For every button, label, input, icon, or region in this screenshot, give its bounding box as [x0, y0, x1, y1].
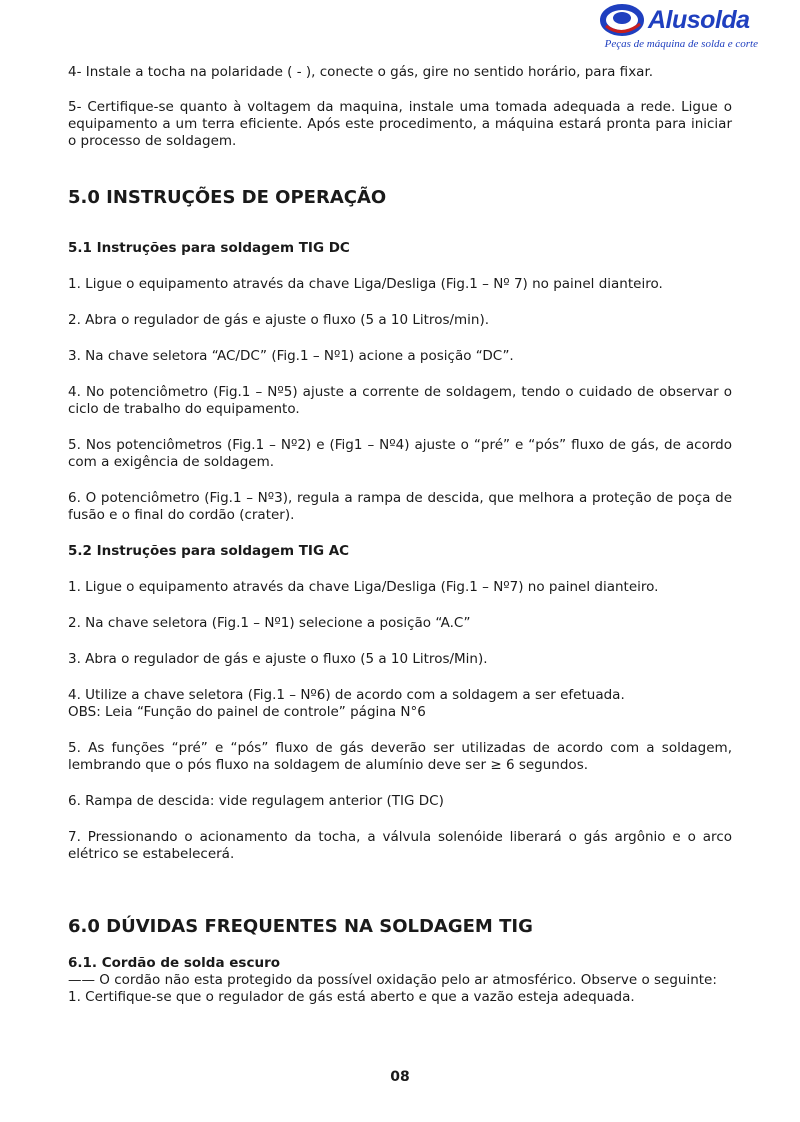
section-5-title: 5.0 INSTRUÇÕES DE OPERAÇÃO: [68, 187, 387, 208]
tig-ac-step-6: 6. Rampa de descida: vide regulagem anterior (TIG DC): [68, 793, 444, 809]
tig-dc-step-1: 1. Ligue o equipamento através da chave Liga/Desliga (Fig.1 – Nº 7) no painel dianteiro.: [68, 276, 663, 292]
tig-dc-title: 5.1 Instruções para soldagem TIG DC: [68, 240, 350, 256]
tig-dc-step-2: 2. Abra o regulador de gás e ajuste o fluxo (5 a 10 Litros/min).: [68, 312, 490, 328]
tig-dc-step-3: 3. Na chave seletora “AC/DC” (Fig.1 – Nº1) acione a posição “DC”.: [68, 348, 514, 364]
faq-item-1-description: —— O cordão não esta protegido da possível oxidação pelo ar atmosférico. Observe o seguinte:: [68, 972, 717, 988]
tig-ac-obs: OBS: Leia “Função do painel de controle” página N°6: [68, 704, 426, 720]
faq-item-1-title: 6.1. Cordão de solda escuro: [68, 955, 280, 971]
brand-name: Alusolda: [648, 6, 750, 34]
tig-dc-step-6: 6. O potenciômetro (Fig.1 – Nº3), regula a rampa de descida, que melhora a proteção de poça de fusão e o final do cordão (crater).: [68, 490, 732, 523]
tig-ac-step-1: 1. Ligue o equipamento através da chave Liga/Desliga (Fig.1 – Nº7) no painel dianteiro.: [68, 579, 659, 595]
brand-tagline: Peças de máquina de solda e corte: [604, 38, 758, 50]
tig-ac-step-7: 7. Pressionando o acionamento da tocha, a válvula solenóide liberará o gás argônio e o arco elétrico se estabelecerá.: [68, 829, 732, 862]
brand-logo: [600, 4, 760, 54]
intro-step-4: 4- Instale a tocha na polaridade ( - ), conecte o gás, gire no sentido horário, para fixar.: [68, 64, 654, 80]
logo-swoosh-icon: [600, 4, 648, 40]
tig-ac-step-2: 2. Na chave seletora (Fig.1 – Nº1) selecione a posição “A.C”: [68, 615, 471, 631]
faq-item-1-step-1: 1. Certifique-se que o regulador de gás está aberto e que a vazão esteja adequada.: [68, 989, 635, 1005]
page-number: 08: [390, 1069, 410, 1085]
tig-dc-step-5: 5. Nos potenciômetros (Fig.1 – Nº2) e (Fig1 – Nº4) ajuste o “pré” e “pós” fluxo de gás, de acordo com a exigência de soldagem.: [68, 437, 732, 470]
intro-step-5: 5- Certifique-se quanto à voltagem da maquina, instale uma tomada adequada a rede. Ligue o equipamento a um terra eficiente. Após este procedimento, a máquina estará pronta para iniciar o processo de soldagem.: [68, 99, 732, 149]
section-6-title: 6.0 DÚVIDAS FREQUENTES NA SOLDAGEM TIG: [68, 916, 533, 937]
tig-ac-title: 5.2 Instruções para soldagem TIG AC: [68, 543, 350, 559]
tig-dc-step-4: 4. No potenciômetro (Fig.1 – Nº5) ajuste a corrente de soldagem, tendo o cuidado de observar o ciclo de trabalho do equipamento.: [68, 384, 732, 417]
tig-ac-step-4: 4. Utilize a chave seletora (Fig.1 – Nº6) de acordo com a soldagem a ser efetuada.: [68, 687, 625, 703]
tig-ac-step-3: 3. Abra o regulador de gás e ajuste o fluxo (5 a 10 Litros/Min).: [68, 651, 488, 667]
tig-ac-step-5: 5. As funções “pré” e “pós” fluxo de gás deverão ser utilizadas de acordo com a soldagem, lembrando que o pós fluxo na soldagem de alumínio deve ser ≥ 6 segundos.: [68, 740, 732, 773]
document-body: [68, 64, 732, 1006]
